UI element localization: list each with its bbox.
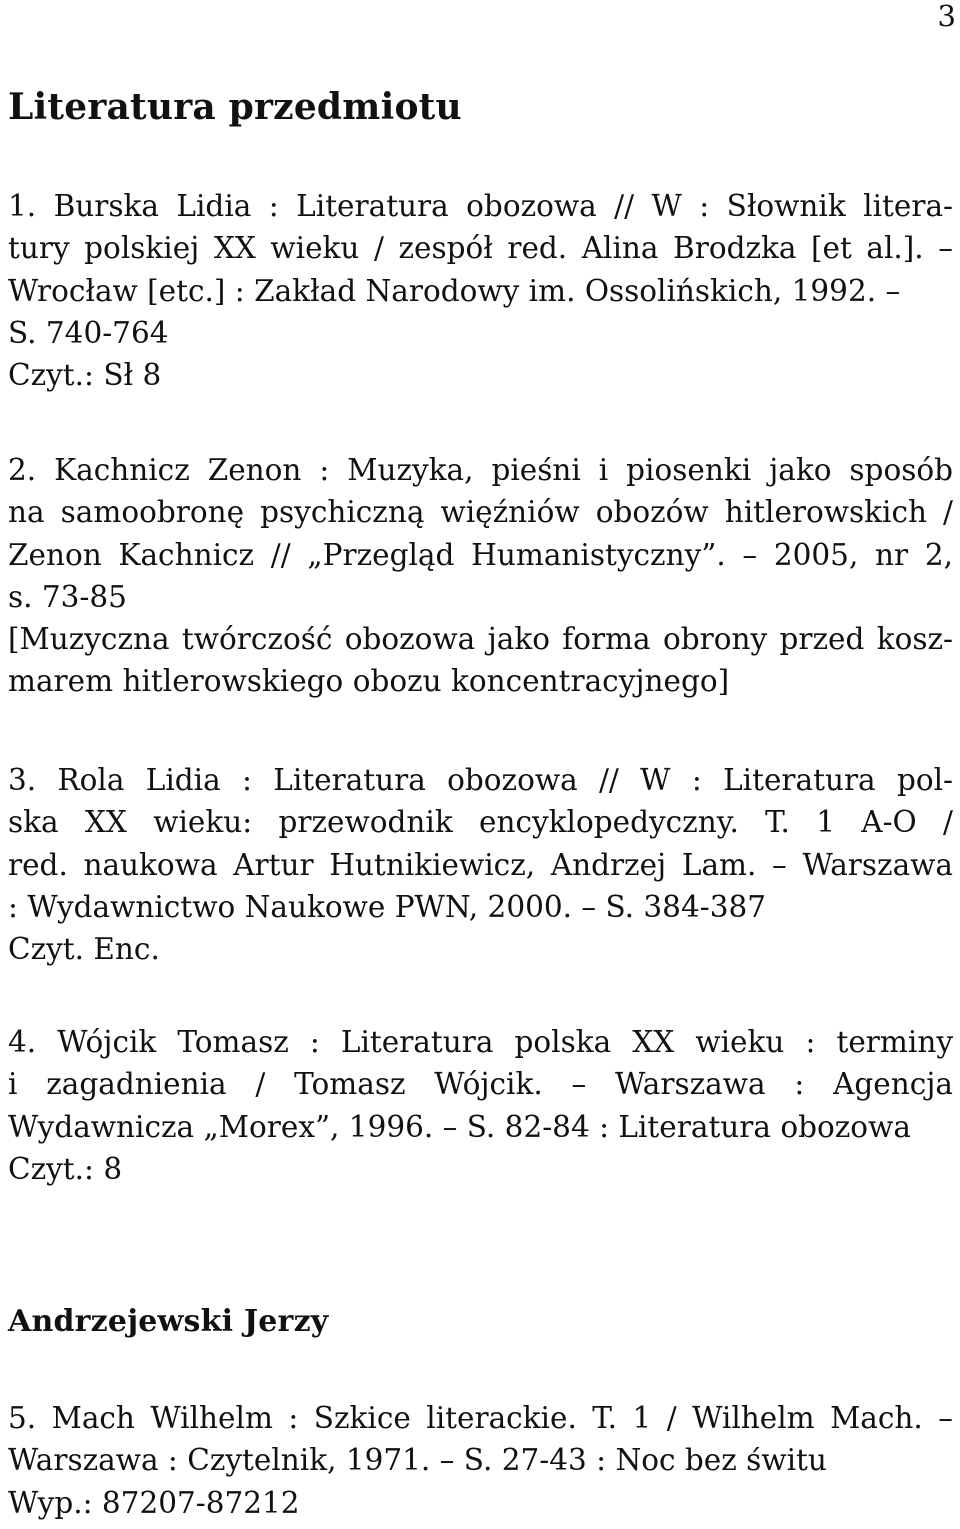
bibliography-entry-5 <box>8 1397 953 1524</box>
entry-line: red. naukowa Artur Hutnikiewicz, Andrzej Lam. – Warszawa <box>8 847 953 882</box>
section-heading-literatura-przedmiotu: Literatura przedmiotu <box>8 86 462 128</box>
bibliography-entry-3 <box>8 759 953 970</box>
bibliography-entry-4 <box>8 1021 953 1190</box>
entry-line: : Wydawnictwo Naukowe PWN, 2000. – S. 384-387 <box>8 889 766 924</box>
entry-line: Wrocław [etc.] : Zakład Narodowy im. Ossolińskich, 1992. – <box>8 273 901 308</box>
entry-line: 5. Mach Wilhelm : Szkice literackie. T. 1 / Wilhelm Mach. – <box>8 1401 953 1435</box>
entry-line: tury polskiej XX wieku / zespół red. Alina Brodzka [et al.]. – <box>8 231 953 266</box>
entry-line: s. 73-85 <box>8 579 127 614</box>
entry-line: i zagadnienia / Tomasz Wójcik. – Warszawa : Agencja <box>8 1067 953 1102</box>
entry-line: 4. Wójcik Tomasz : Literatura polska XX wieku : terminy <box>8 1025 953 1059</box>
bibliography-entry-2 <box>8 449 953 703</box>
entry-shelf-mark: Wyp.: 87207-87212 <box>8 1485 300 1520</box>
entry-line: 1. Burska Lidia : Literatura obozowa // W : Słownik litera- <box>8 189 953 223</box>
entry-line: ska XX wieku: przewodnik encyklopedyczny. T. 1 A-O / <box>8 805 953 840</box>
entry-shelf-mark: Czyt.: 8 <box>8 1151 123 1186</box>
page-number: 3 <box>937 0 956 33</box>
entry-line: Warszawa : Czytelnik, 1971. – S. 27-43 : Noc bez świtu <box>8 1443 827 1478</box>
bibliography-entry-1 <box>8 185 953 396</box>
entry-line: na samoobronę psychiczną więźniów obozów hitlerowskich / <box>8 495 953 530</box>
entry-shelf-mark: Czyt. Enc. <box>8 932 160 967</box>
entry-annotation: marem hitlerowskiego obozu koncentracyjnego] <box>8 664 730 699</box>
entry-line: S. 740-764 <box>8 315 169 350</box>
entry-shelf-mark: Czyt.: Sł 8 <box>8 358 162 393</box>
entry-line: 3. Rola Lidia : Literatura obozowa // W : Literatura pol- <box>8 763 953 797</box>
entry-line: Wydawnicza „Morex”, 1996. – S. 82-84 : Literatura obozowa <box>8 1109 911 1144</box>
entry-line: 2. Kachnicz Zenon : Muzyka, pieśni i piosenki jako sposób <box>8 453 953 487</box>
section-heading-author: Andrzejewski Jerzy <box>8 1304 329 1339</box>
entry-line: Zenon Kachnicz // „Przegląd Humanistyczny”. – 2005, nr 2, <box>8 537 953 572</box>
entry-annotation: [Muzyczna twórczość obozowa jako forma obrony przed kosz- <box>8 622 953 657</box>
